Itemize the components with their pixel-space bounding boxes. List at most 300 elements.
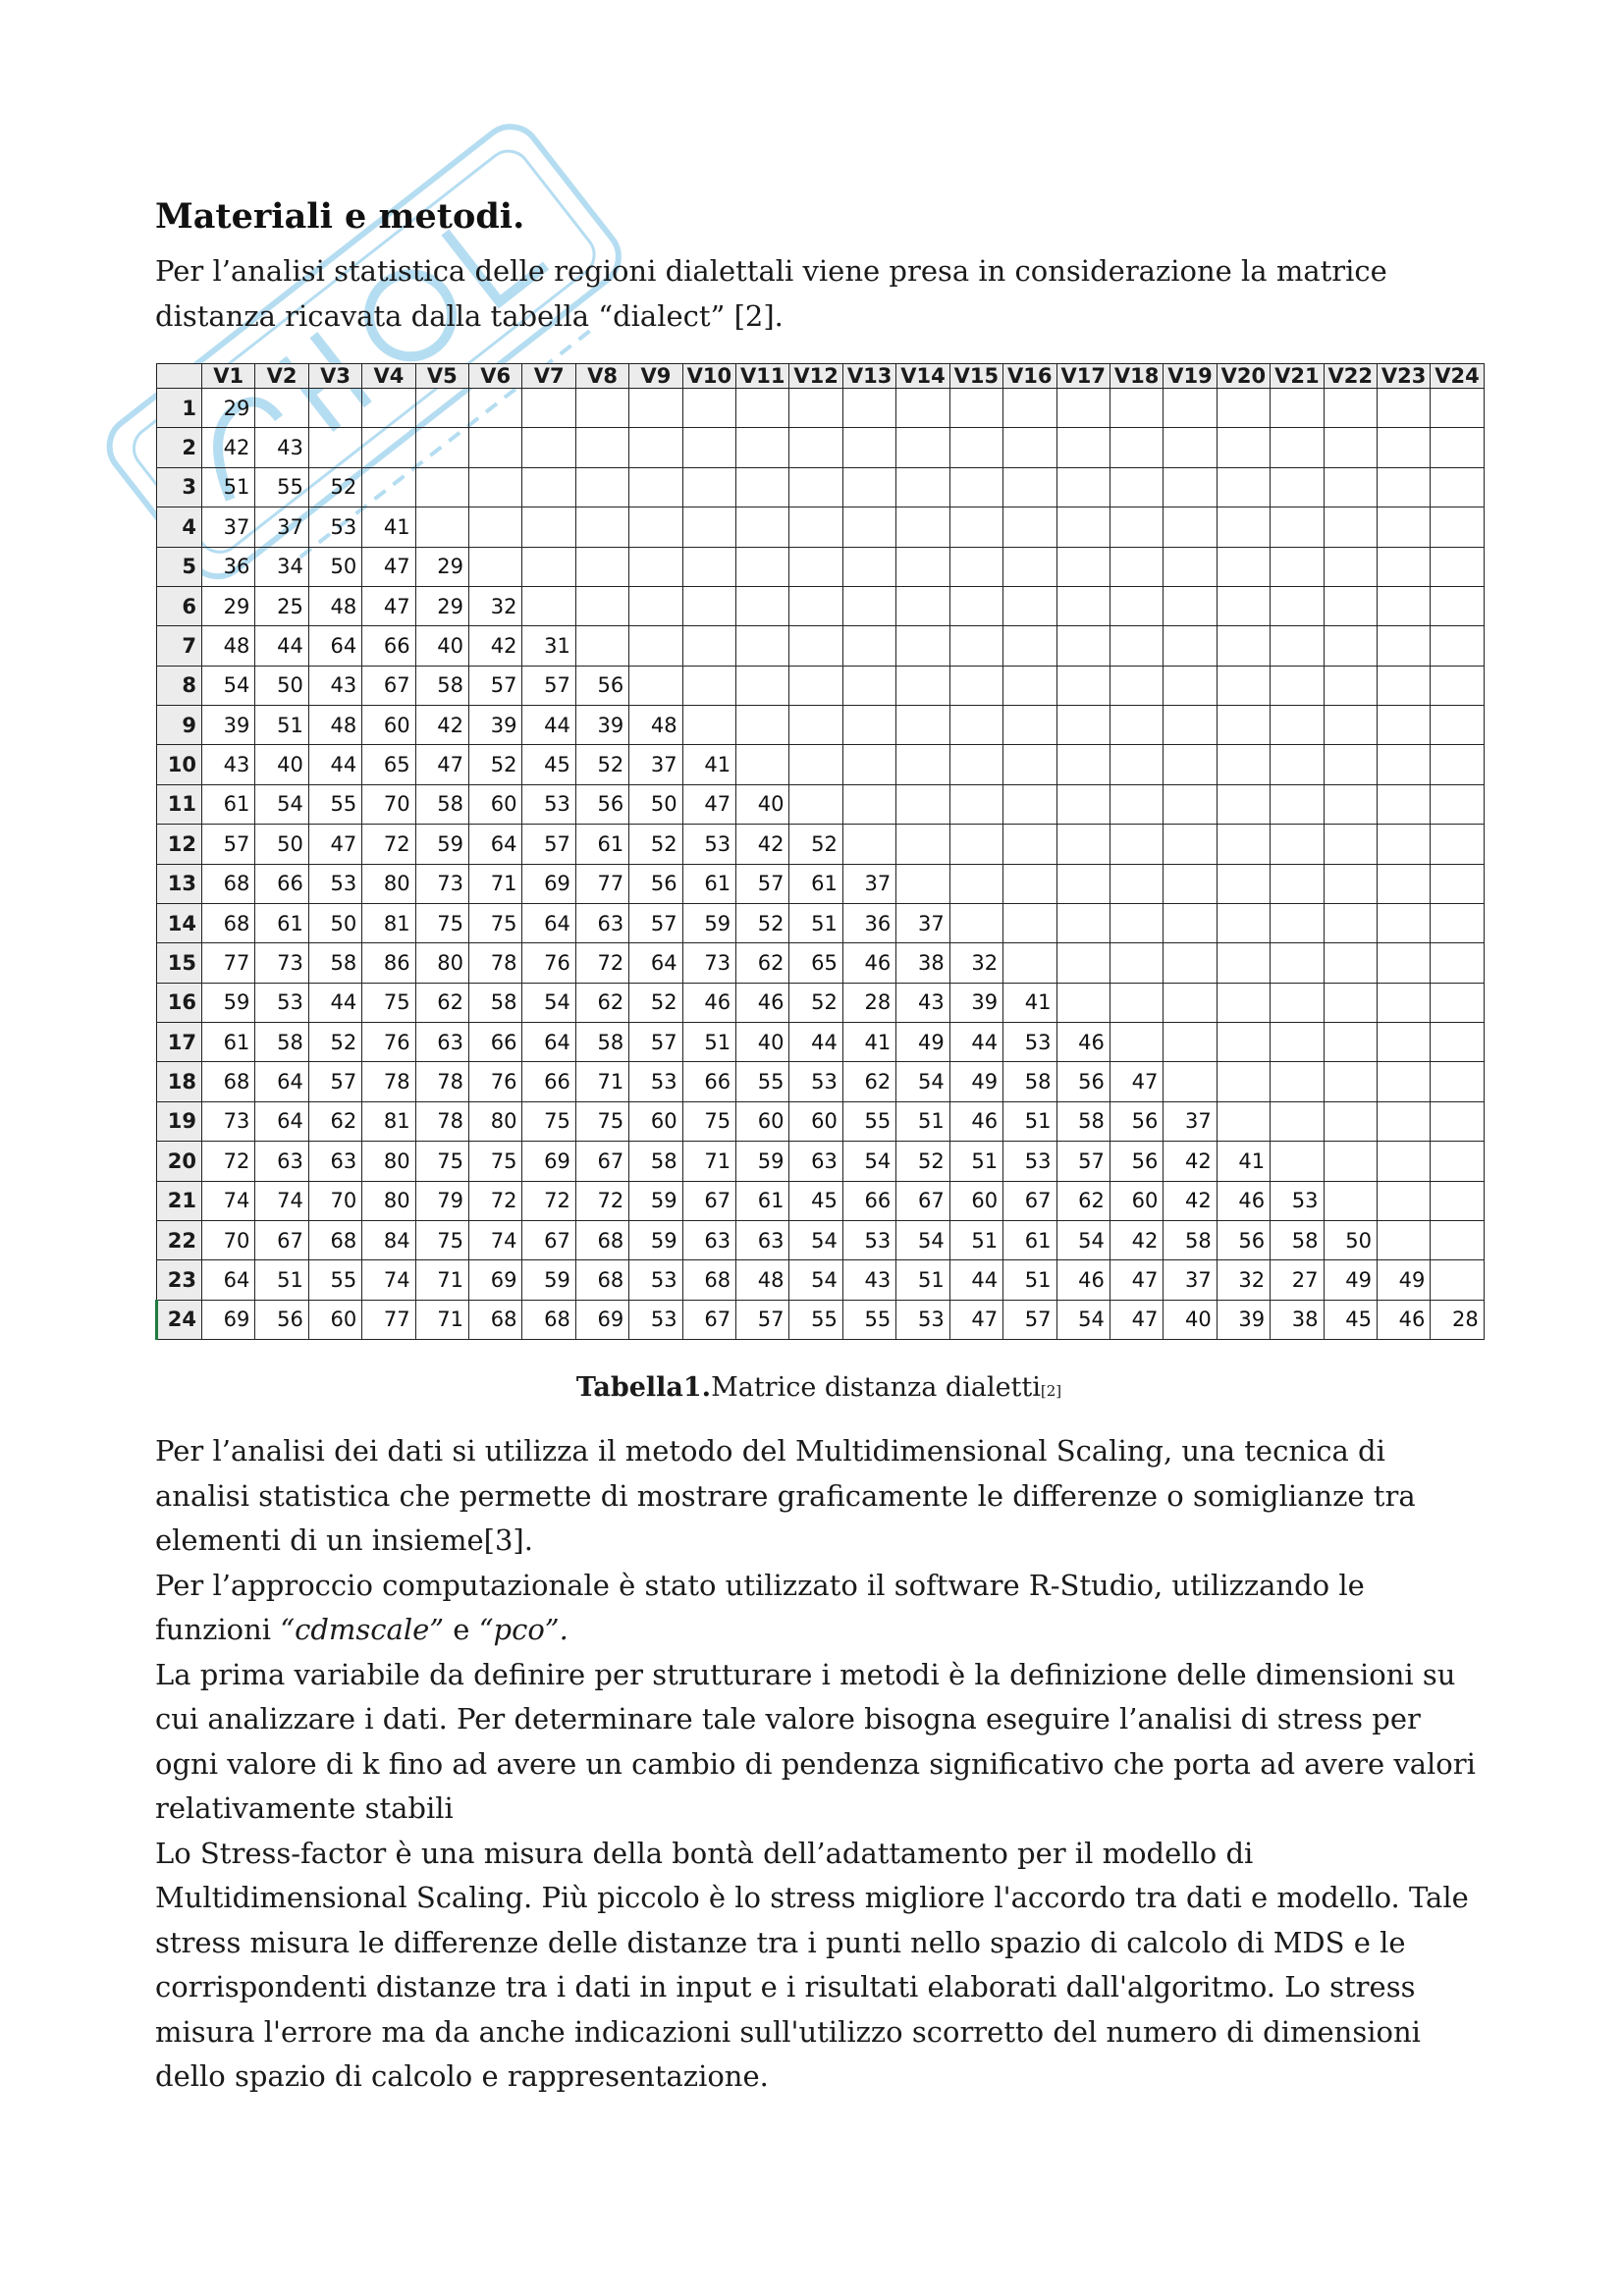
caption-label: Tabella1. bbox=[575, 1372, 712, 1403]
distance-cell: 56 bbox=[1217, 1220, 1270, 1259]
empty-cell bbox=[362, 467, 415, 507]
table-row bbox=[157, 428, 1485, 467]
empty-cell bbox=[1003, 507, 1056, 547]
distance-cell: 58 bbox=[1003, 1062, 1056, 1101]
table-row bbox=[157, 864, 1485, 903]
distance-cell: 37 bbox=[842, 864, 895, 903]
empty-cell bbox=[1431, 745, 1484, 784]
distance-cell: 60 bbox=[362, 706, 415, 745]
distance-cell: 57 bbox=[736, 1300, 789, 1339]
empty-cell bbox=[1377, 864, 1430, 903]
distance-cell: 78 bbox=[469, 943, 522, 983]
empty-cell bbox=[1431, 1023, 1484, 1062]
caption-reference: [2] bbox=[1040, 1382, 1062, 1400]
distance-cell: 58 bbox=[575, 1023, 628, 1062]
empty-cell bbox=[1271, 626, 1324, 666]
empty-cell bbox=[1271, 825, 1324, 864]
empty-cell bbox=[896, 825, 949, 864]
distance-cell: 32 bbox=[949, 943, 1002, 983]
empty-cell bbox=[1431, 1062, 1484, 1101]
distance-cell: 60 bbox=[949, 1181, 1002, 1220]
empty-cell bbox=[522, 428, 575, 467]
row-header: 16 bbox=[157, 983, 202, 1022]
distance-cell: 78 bbox=[415, 1062, 468, 1101]
distance-cell: 51 bbox=[949, 1220, 1002, 1259]
empty-cell bbox=[1164, 467, 1217, 507]
distance-cell: 37 bbox=[1164, 1260, 1217, 1300]
distance-cell: 62 bbox=[1056, 1181, 1110, 1220]
column-header: V10 bbox=[682, 364, 735, 389]
empty-cell bbox=[1324, 1142, 1377, 1181]
distance-cell: 68 bbox=[682, 1260, 735, 1300]
empty-cell bbox=[1217, 428, 1270, 467]
empty-cell bbox=[1110, 547, 1163, 586]
distance-cell: 53 bbox=[629, 1300, 682, 1339]
empty-cell bbox=[1377, 626, 1430, 666]
distance-cell: 62 bbox=[415, 983, 468, 1022]
empty-cell bbox=[1110, 428, 1163, 467]
distance-cell: 42 bbox=[202, 428, 255, 467]
empty-cell bbox=[789, 666, 842, 705]
empty-cell bbox=[415, 428, 468, 467]
empty-cell bbox=[1110, 825, 1163, 864]
distance-cell: 37 bbox=[629, 745, 682, 784]
empty-cell bbox=[789, 389, 842, 428]
empty-cell bbox=[1164, 1023, 1217, 1062]
distance-cell: 55 bbox=[308, 784, 361, 824]
empty-cell bbox=[1431, 903, 1484, 942]
distance-cell: 67 bbox=[1003, 1181, 1056, 1220]
table-row bbox=[157, 586, 1485, 625]
column-header: V20 bbox=[1217, 364, 1270, 389]
distance-cell: 63 bbox=[789, 1142, 842, 1181]
matrix-corner bbox=[157, 364, 202, 389]
column-header: V15 bbox=[949, 364, 1002, 389]
empty-cell bbox=[1056, 943, 1110, 983]
distance-cell: 64 bbox=[255, 1101, 308, 1141]
distance-cell: 71 bbox=[575, 1062, 628, 1101]
distance-cell: 66 bbox=[469, 1023, 522, 1062]
empty-cell bbox=[1217, 784, 1270, 824]
empty-cell bbox=[1217, 825, 1270, 864]
distance-cell: 59 bbox=[629, 1181, 682, 1220]
distance-cell: 48 bbox=[629, 706, 682, 745]
empty-cell bbox=[896, 547, 949, 586]
row-header: 14 bbox=[157, 903, 202, 942]
distance-cell: 69 bbox=[522, 1142, 575, 1181]
empty-cell bbox=[522, 507, 575, 547]
table-row bbox=[157, 1181, 1485, 1220]
distance-cell: 40 bbox=[1164, 1300, 1217, 1339]
empty-cell bbox=[1324, 586, 1377, 625]
empty-cell bbox=[1324, 428, 1377, 467]
distance-cell: 75 bbox=[575, 1101, 628, 1141]
empty-cell bbox=[1431, 1220, 1484, 1259]
distance-cell: 38 bbox=[896, 943, 949, 983]
empty-cell bbox=[736, 547, 789, 586]
empty-cell bbox=[1431, 389, 1484, 428]
empty-cell bbox=[1056, 389, 1110, 428]
distance-cell: 57 bbox=[202, 825, 255, 864]
distance-cell: 64 bbox=[522, 1023, 575, 1062]
distance-cell: 44 bbox=[255, 626, 308, 666]
distance-cell: 59 bbox=[736, 1142, 789, 1181]
distance-cell: 75 bbox=[469, 1142, 522, 1181]
distance-cell: 70 bbox=[202, 1220, 255, 1259]
empty-cell bbox=[1164, 825, 1217, 864]
distance-cell: 46 bbox=[1056, 1260, 1110, 1300]
distance-cell: 69 bbox=[469, 1260, 522, 1300]
empty-cell bbox=[1377, 547, 1430, 586]
empty-cell bbox=[1377, 507, 1430, 547]
empty-cell bbox=[896, 586, 949, 625]
distance-cell: 58 bbox=[629, 1142, 682, 1181]
column-header: V19 bbox=[1164, 364, 1217, 389]
distance-cell: 62 bbox=[736, 943, 789, 983]
distance-cell: 71 bbox=[469, 864, 522, 903]
table-row bbox=[157, 1101, 1485, 1141]
empty-cell bbox=[1271, 903, 1324, 942]
distance-cell: 50 bbox=[1324, 1220, 1377, 1259]
table-row bbox=[157, 507, 1485, 547]
empty-cell bbox=[1110, 1023, 1163, 1062]
row-header: 13 bbox=[157, 864, 202, 903]
distance-cell: 66 bbox=[522, 1062, 575, 1101]
table-row bbox=[157, 1142, 1485, 1181]
distance-cell: 58 bbox=[415, 784, 468, 824]
distance-cell: 37 bbox=[202, 507, 255, 547]
table-row bbox=[157, 389, 1485, 428]
empty-cell bbox=[1217, 467, 1270, 507]
empty-cell bbox=[1056, 507, 1110, 547]
empty-cell bbox=[1431, 706, 1484, 745]
column-header: V14 bbox=[896, 364, 949, 389]
empty-cell bbox=[469, 428, 522, 467]
distance-cell: 44 bbox=[308, 983, 361, 1022]
empty-cell bbox=[789, 467, 842, 507]
distance-cell: 32 bbox=[469, 586, 522, 625]
distance-cell: 50 bbox=[255, 666, 308, 705]
table-row bbox=[157, 1260, 1485, 1300]
distance-cell: 47 bbox=[308, 825, 361, 864]
empty-cell bbox=[789, 586, 842, 625]
distance-cell: 72 bbox=[522, 1181, 575, 1220]
empty-cell bbox=[1431, 626, 1484, 666]
empty-cell bbox=[1056, 666, 1110, 705]
distance-cell: 58 bbox=[1164, 1220, 1217, 1259]
distance-cell: 61 bbox=[255, 903, 308, 942]
distance-cell: 74 bbox=[202, 1181, 255, 1220]
empty-cell bbox=[1217, 943, 1270, 983]
empty-cell bbox=[842, 586, 895, 625]
empty-cell bbox=[1056, 903, 1110, 942]
empty-cell bbox=[842, 547, 895, 586]
empty-cell bbox=[1110, 943, 1163, 983]
distance-cell: 72 bbox=[469, 1181, 522, 1220]
distance-cell: 54 bbox=[789, 1220, 842, 1259]
empty-cell bbox=[469, 547, 522, 586]
empty-cell bbox=[1431, 507, 1484, 547]
empty-cell bbox=[629, 467, 682, 507]
distance-cell: 72 bbox=[202, 1142, 255, 1181]
row-header: 12 bbox=[157, 825, 202, 864]
column-header: V12 bbox=[789, 364, 842, 389]
distance-cell: 46 bbox=[682, 983, 735, 1022]
distance-cell: 61 bbox=[789, 864, 842, 903]
empty-cell bbox=[1324, 467, 1377, 507]
column-header: V1 bbox=[202, 364, 255, 389]
empty-cell bbox=[308, 389, 361, 428]
table-row bbox=[157, 1220, 1485, 1259]
distance-cell: 57 bbox=[736, 864, 789, 903]
empty-cell bbox=[575, 507, 628, 547]
distance-cell: 68 bbox=[202, 903, 255, 942]
distance-cell: 53 bbox=[896, 1300, 949, 1339]
distance-cell: 54 bbox=[1056, 1220, 1110, 1259]
distance-cell: 74 bbox=[255, 1181, 308, 1220]
empty-cell bbox=[575, 626, 628, 666]
empty-cell bbox=[1110, 864, 1163, 903]
distance-cell: 55 bbox=[255, 467, 308, 507]
distance-cell: 27 bbox=[1271, 1260, 1324, 1300]
distance-cell: 75 bbox=[682, 1101, 735, 1141]
empty-cell bbox=[1217, 903, 1270, 942]
empty-cell bbox=[949, 507, 1002, 547]
distance-cell: 52 bbox=[575, 745, 628, 784]
distance-cell: 49 bbox=[1377, 1260, 1430, 1300]
empty-cell bbox=[1056, 825, 1110, 864]
distance-cell: 52 bbox=[629, 825, 682, 864]
empty-cell bbox=[1164, 666, 1217, 705]
paragraph-mds: Per l’analisi dei dati si utilizza il metodo del Multidimensional Scaling, una tecnica di analisi statistica che permette di mostrare graficamente le differenze o somiglianze tra elementi di un insieme[3]. bbox=[155, 1434, 1416, 1557]
empty-cell bbox=[1003, 706, 1056, 745]
empty-cell bbox=[1056, 706, 1110, 745]
distance-cell: 56 bbox=[629, 864, 682, 903]
distance-cell: 34 bbox=[255, 547, 308, 586]
empty-cell bbox=[1271, 389, 1324, 428]
distance-cell: 54 bbox=[842, 1142, 895, 1181]
empty-cell bbox=[522, 389, 575, 428]
distance-cell: 80 bbox=[362, 1142, 415, 1181]
empty-cell bbox=[522, 547, 575, 586]
distance-cell: 53 bbox=[1003, 1142, 1056, 1181]
distance-cell: 63 bbox=[255, 1142, 308, 1181]
distance-cell: 63 bbox=[415, 1023, 468, 1062]
distance-cell: 57 bbox=[629, 903, 682, 942]
distance-cell: 77 bbox=[362, 1300, 415, 1339]
distance-cell: 45 bbox=[522, 745, 575, 784]
empty-cell bbox=[1431, 428, 1484, 467]
empty-cell bbox=[1003, 428, 1056, 467]
empty-cell bbox=[1271, 547, 1324, 586]
distance-cell: 56 bbox=[255, 1300, 308, 1339]
empty-cell bbox=[896, 389, 949, 428]
row-header: 8 bbox=[157, 666, 202, 705]
distance-cell: 62 bbox=[842, 1062, 895, 1101]
distance-cell: 41 bbox=[1003, 983, 1056, 1022]
empty-cell bbox=[1324, 983, 1377, 1022]
distance-cell: 52 bbox=[736, 903, 789, 942]
distance-cell: 36 bbox=[842, 903, 895, 942]
distance-cell: 54 bbox=[522, 983, 575, 1022]
empty-cell bbox=[1110, 507, 1163, 547]
empty-cell bbox=[1324, 745, 1377, 784]
empty-cell bbox=[1164, 745, 1217, 784]
distance-matrix bbox=[155, 363, 1483, 1340]
empty-cell bbox=[1271, 507, 1324, 547]
empty-cell bbox=[1003, 666, 1056, 705]
distance-cell: 44 bbox=[949, 1260, 1002, 1300]
table-row bbox=[157, 983, 1485, 1022]
distance-cell: 59 bbox=[629, 1220, 682, 1259]
distance-cell: 67 bbox=[575, 1142, 628, 1181]
paragraph-dimensions: La prima variabile da definire per strutturare i metodi è la definizione delle dimensioni su cui analizzare i dati. Per determinare tale valore bisogna eseguire l’analisi di stress per ogni valore di k fino ad avere un cambio di pendenza significativo che porta ad avere valori relativamente stabili bbox=[155, 1657, 1476, 1825]
row-header: 18 bbox=[157, 1062, 202, 1101]
distance-cell: 47 bbox=[1110, 1300, 1163, 1339]
distance-cell: 25 bbox=[255, 586, 308, 625]
empty-cell bbox=[1110, 467, 1163, 507]
empty-cell bbox=[1377, 745, 1430, 784]
distance-cell: 57 bbox=[1056, 1142, 1110, 1181]
empty-cell bbox=[736, 507, 789, 547]
distance-cell: 46 bbox=[1056, 1023, 1110, 1062]
row-header: 24 bbox=[157, 1300, 202, 1339]
empty-cell bbox=[789, 507, 842, 547]
paragraph-rstudio bbox=[155, 1564, 1481, 1653]
distance-cell: 71 bbox=[415, 1300, 468, 1339]
rstudio-text: Per l’approccio computazionale è stato utilizzato il software R-Studio, utilizzando le funzioni bbox=[155, 1568, 1365, 1646]
distance-cell: 69 bbox=[522, 864, 575, 903]
empty-cell bbox=[1377, 1181, 1430, 1220]
empty-cell bbox=[629, 507, 682, 547]
distance-cell: 29 bbox=[415, 547, 468, 586]
empty-cell bbox=[1431, 983, 1484, 1022]
empty-cell bbox=[1110, 784, 1163, 824]
empty-cell bbox=[896, 428, 949, 467]
distance-cell: 75 bbox=[415, 1220, 468, 1259]
empty-cell bbox=[1003, 825, 1056, 864]
empty-cell bbox=[1377, 1101, 1430, 1141]
distance-cell: 66 bbox=[362, 626, 415, 666]
distance-cell: 73 bbox=[202, 1101, 255, 1141]
column-header: V18 bbox=[1110, 364, 1163, 389]
empty-cell bbox=[1431, 586, 1484, 625]
empty-cell bbox=[736, 467, 789, 507]
empty-cell bbox=[415, 389, 468, 428]
empty-cell bbox=[896, 507, 949, 547]
empty-cell bbox=[1110, 389, 1163, 428]
empty-cell bbox=[1377, 1023, 1430, 1062]
distance-cell: 56 bbox=[1056, 1062, 1110, 1101]
table-row bbox=[157, 547, 1485, 586]
empty-cell bbox=[736, 706, 789, 745]
empty-cell bbox=[1056, 586, 1110, 625]
empty-cell bbox=[1003, 467, 1056, 507]
empty-cell bbox=[949, 784, 1002, 824]
distance-cell: 70 bbox=[308, 1181, 361, 1220]
distance-cell: 71 bbox=[682, 1142, 735, 1181]
empty-cell bbox=[949, 745, 1002, 784]
empty-cell bbox=[1324, 626, 1377, 666]
empty-cell bbox=[1377, 1220, 1430, 1259]
empty-cell bbox=[896, 864, 949, 903]
column-header: V5 bbox=[415, 364, 468, 389]
distance-cell: 29 bbox=[202, 586, 255, 625]
empty-cell bbox=[949, 903, 1002, 942]
empty-cell bbox=[1056, 983, 1110, 1022]
empty-cell bbox=[682, 706, 735, 745]
empty-cell bbox=[789, 626, 842, 666]
empty-cell bbox=[1324, 666, 1377, 705]
empty-cell bbox=[682, 389, 735, 428]
distance-cell: 39 bbox=[1217, 1300, 1270, 1339]
distance-cell: 60 bbox=[629, 1101, 682, 1141]
empty-cell bbox=[1217, 389, 1270, 428]
row-header: 4 bbox=[157, 507, 202, 547]
empty-cell bbox=[1164, 864, 1217, 903]
distance-cell: 53 bbox=[629, 1062, 682, 1101]
distance-cell: 42 bbox=[1164, 1142, 1217, 1181]
empty-cell bbox=[629, 547, 682, 586]
distance-cell: 53 bbox=[1271, 1181, 1324, 1220]
distance-cell: 43 bbox=[202, 745, 255, 784]
distance-cell: 42 bbox=[469, 626, 522, 666]
distance-cell: 48 bbox=[736, 1260, 789, 1300]
distance-cell: 57 bbox=[629, 1023, 682, 1062]
empty-cell bbox=[896, 706, 949, 745]
distance-cell: 67 bbox=[255, 1220, 308, 1259]
distance-cell: 68 bbox=[469, 1300, 522, 1339]
column-header: V2 bbox=[255, 364, 308, 389]
distance-cell: 47 bbox=[949, 1300, 1002, 1339]
distance-cell: 68 bbox=[575, 1220, 628, 1259]
distance-cell: 29 bbox=[415, 586, 468, 625]
empty-cell bbox=[736, 666, 789, 705]
empty-cell bbox=[1377, 825, 1430, 864]
table-row bbox=[157, 903, 1485, 942]
distance-cell: 38 bbox=[1271, 1300, 1324, 1339]
distance-cell: 57 bbox=[1003, 1300, 1056, 1339]
distance-cell: 45 bbox=[789, 1181, 842, 1220]
empty-cell bbox=[1431, 1101, 1484, 1141]
empty-cell bbox=[1003, 586, 1056, 625]
distance-cell: 40 bbox=[736, 1023, 789, 1062]
empty-cell bbox=[1431, 864, 1484, 903]
conjunction-text: e bbox=[444, 1613, 479, 1646]
empty-cell bbox=[1324, 389, 1377, 428]
distance-cell: 58 bbox=[255, 1023, 308, 1062]
empty-cell bbox=[896, 784, 949, 824]
distance-cell: 66 bbox=[255, 864, 308, 903]
distance-cell: 81 bbox=[362, 1101, 415, 1141]
distance-cell: 70 bbox=[362, 784, 415, 824]
distance-cell: 77 bbox=[575, 864, 628, 903]
empty-cell bbox=[682, 507, 735, 547]
distance-cell: 61 bbox=[1003, 1220, 1056, 1259]
distance-cell: 52 bbox=[469, 745, 522, 784]
empty-cell bbox=[1271, 943, 1324, 983]
column-header: V23 bbox=[1377, 364, 1430, 389]
empty-cell bbox=[1003, 943, 1056, 983]
distance-cell: 28 bbox=[842, 983, 895, 1022]
distance-cell: 54 bbox=[202, 666, 255, 705]
empty-cell bbox=[949, 706, 1002, 745]
distance-cell: 41 bbox=[842, 1023, 895, 1062]
empty-cell bbox=[1271, 1142, 1324, 1181]
distance-cell: 66 bbox=[682, 1062, 735, 1101]
distance-cell: 55 bbox=[842, 1101, 895, 1141]
distance-cell: 39 bbox=[469, 706, 522, 745]
